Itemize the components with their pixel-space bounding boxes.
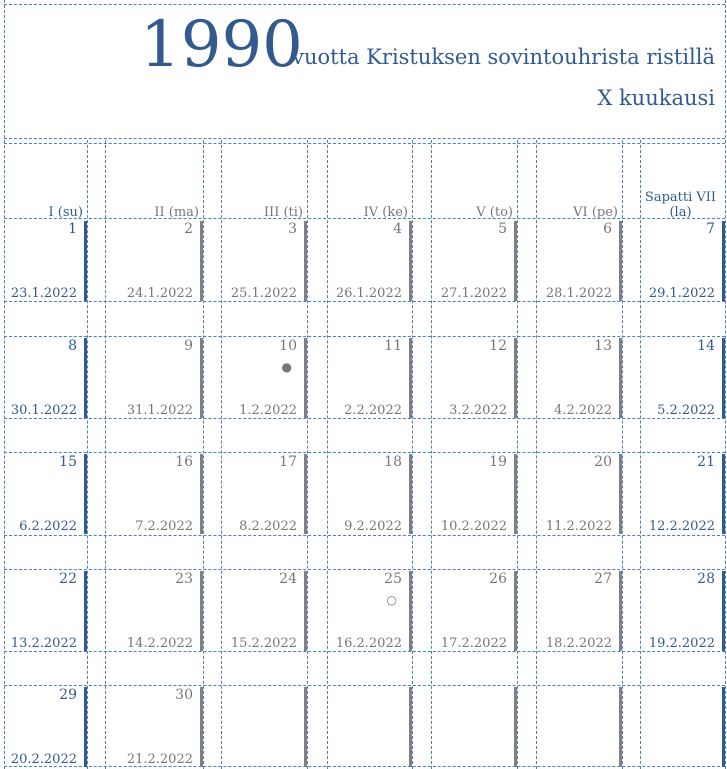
guide-line <box>412 140 413 769</box>
cell-divider <box>409 571 412 651</box>
gregorian-date: 16.2.2022 <box>335 636 402 651</box>
guide-line <box>4 651 725 652</box>
day-number: 25 <box>384 571 402 587</box>
weekday-label: III (ti) <box>263 205 303 220</box>
day-cell <box>105 571 203 651</box>
day-cell <box>640 221 725 301</box>
cell-divider <box>619 338 622 418</box>
guide-line <box>203 140 204 769</box>
cell-divider <box>200 687 203 767</box>
guide-line <box>622 140 623 769</box>
cell-divider <box>84 338 87 418</box>
gregorian-date: 8.2.2022 <box>239 519 297 534</box>
day-cell <box>221 687 307 767</box>
gregorian-date: 6.2.2022 <box>19 519 77 534</box>
gregorian-date: 15.2.2022 <box>230 636 297 651</box>
day-cell <box>431 338 517 418</box>
year-heading: 1990 <box>140 8 303 82</box>
day-cell <box>105 221 203 301</box>
cell-divider <box>304 454 307 534</box>
day-cell <box>640 687 725 767</box>
day-cell <box>327 338 412 418</box>
guide-line <box>4 418 725 419</box>
cell-divider <box>304 687 307 767</box>
day-number: 2 <box>184 221 193 237</box>
weekday-label: IV (ke) <box>363 205 408 220</box>
gregorian-date: 4.2.2022 <box>554 403 612 418</box>
guide-line <box>307 140 308 769</box>
guide-line <box>4 569 725 570</box>
day-cell <box>221 454 307 534</box>
cell-divider <box>200 454 203 534</box>
day-cell <box>4 571 87 651</box>
day-number: 10 <box>279 338 297 354</box>
cell-divider <box>304 338 307 418</box>
day-cell <box>431 571 517 651</box>
day-number: 6 <box>603 221 612 237</box>
cell-divider <box>514 338 517 418</box>
day-cell <box>431 221 517 301</box>
day-cell <box>4 687 87 767</box>
weekday-label: Sapatti VII (la) <box>644 190 717 220</box>
gregorian-date: 29.1.2022 <box>648 286 715 301</box>
cell-divider <box>409 687 412 767</box>
day-cell <box>221 221 307 301</box>
day-number: 26 <box>489 571 507 587</box>
full-moon-icon: ○ <box>386 593 397 607</box>
day-cell <box>536 454 622 534</box>
guide-line <box>4 301 725 302</box>
cell-divider <box>409 454 412 534</box>
gregorian-date: 1.2.2022 <box>239 403 297 418</box>
day-cell <box>105 454 203 534</box>
guide-line <box>4 4 725 5</box>
day-number: 1 <box>68 221 77 237</box>
gregorian-date: 17.2.2022 <box>440 636 507 651</box>
day-number: 22 <box>59 571 77 587</box>
cell-divider <box>304 571 307 651</box>
day-cell <box>221 571 307 651</box>
guide-line <box>87 140 88 769</box>
cell-divider <box>514 454 517 534</box>
gregorian-date: 5.2.2022 <box>657 403 715 418</box>
day-cell <box>640 571 725 651</box>
day-number: 23 <box>175 571 193 587</box>
guide-line <box>725 0 726 769</box>
day-number: 27 <box>594 571 612 587</box>
cell-divider <box>722 687 725 767</box>
day-number: 8 <box>68 338 77 354</box>
cell-divider <box>200 571 203 651</box>
guide-line <box>4 685 725 686</box>
gregorian-date: 14.2.2022 <box>126 636 193 651</box>
day-number: 15 <box>59 454 77 470</box>
day-number: 12 <box>489 338 507 354</box>
day-cell <box>221 338 307 418</box>
day-number: 18 <box>384 454 402 470</box>
cell-divider <box>619 687 622 767</box>
day-cell <box>536 338 622 418</box>
gregorian-date: 27.1.2022 <box>440 286 507 301</box>
cell-divider <box>84 454 87 534</box>
gregorian-date: 25.1.2022 <box>230 286 297 301</box>
cell-divider <box>722 221 725 301</box>
cell-divider <box>200 221 203 301</box>
day-cell <box>327 221 412 301</box>
gregorian-date: 28.1.2022 <box>545 286 612 301</box>
day-cell <box>4 338 87 418</box>
day-cell <box>327 687 412 767</box>
day-cell <box>431 454 517 534</box>
guide-line <box>517 140 518 769</box>
gregorian-date: 12.2.2022 <box>648 519 715 534</box>
day-cell <box>327 571 412 651</box>
cell-divider <box>409 338 412 418</box>
day-cell <box>536 221 622 301</box>
day-cell <box>536 571 622 651</box>
cell-divider <box>514 687 517 767</box>
day-cell <box>4 221 87 301</box>
day-number: 14 <box>697 338 715 354</box>
weekday-label: I (su) <box>48 205 83 220</box>
day-number: 13 <box>594 338 612 354</box>
day-number: 7 <box>706 221 715 237</box>
day-number: 29 <box>59 687 77 703</box>
subtitle: vuotta Kristuksen sovintouhrista ristillä <box>292 45 715 69</box>
gregorian-date: 10.2.2022 <box>440 519 507 534</box>
cell-divider <box>304 221 307 301</box>
weekday-label: II (ma) <box>154 205 199 220</box>
day-number: 19 <box>489 454 507 470</box>
day-number: 24 <box>279 571 297 587</box>
cell-divider <box>722 338 725 418</box>
gregorian-date: 19.2.2022 <box>648 636 715 651</box>
gregorian-date: 26.1.2022 <box>335 286 402 301</box>
cell-divider <box>514 571 517 651</box>
guide-line <box>4 535 725 536</box>
cell-divider <box>84 571 87 651</box>
day-number: 4 <box>393 221 402 237</box>
gregorian-date: 31.1.2022 <box>126 403 193 418</box>
cell-divider <box>722 571 725 651</box>
day-cell <box>327 454 412 534</box>
guide-line <box>4 138 725 139</box>
gregorian-date: 18.2.2022 <box>545 636 612 651</box>
day-number: 30 <box>175 687 193 703</box>
cell-divider <box>619 221 622 301</box>
day-cell <box>640 338 725 418</box>
gregorian-date: 3.2.2022 <box>449 403 507 418</box>
guide-line <box>4 143 725 144</box>
day-number: 21 <box>697 454 715 470</box>
day-number: 16 <box>175 454 193 470</box>
day-cell <box>431 687 517 767</box>
gregorian-date: 30.1.2022 <box>10 403 77 418</box>
gregorian-date: 9.2.2022 <box>344 519 402 534</box>
guide-line <box>4 336 725 337</box>
weekday-label: V (to) <box>476 205 513 220</box>
new-moon-icon: ● <box>281 360 292 374</box>
gregorian-date: 13.2.2022 <box>10 636 77 651</box>
gregorian-date: 23.1.2022 <box>10 286 77 301</box>
gregorian-date: 7.2.2022 <box>135 519 193 534</box>
day-number: 20 <box>594 454 612 470</box>
cell-divider <box>409 221 412 301</box>
cell-divider <box>84 221 87 301</box>
day-number: 5 <box>498 221 507 237</box>
gregorian-date: 20.2.2022 <box>10 752 77 767</box>
day-cell <box>536 687 622 767</box>
day-cell <box>105 338 203 418</box>
day-cell <box>4 454 87 534</box>
cell-divider <box>619 571 622 651</box>
gregorian-date: 21.2.2022 <box>126 752 193 767</box>
day-number: 17 <box>279 454 297 470</box>
gregorian-date: 24.1.2022 <box>126 286 193 301</box>
cell-divider <box>514 221 517 301</box>
day-number: 28 <box>697 571 715 587</box>
month-title: X kuukausi <box>597 86 715 110</box>
day-cell <box>105 687 203 767</box>
cell-divider <box>722 454 725 534</box>
day-cell <box>640 454 725 534</box>
weekday-label: VI (pe) <box>573 205 618 220</box>
cell-divider <box>619 454 622 534</box>
gregorian-date: 2.2.2022 <box>344 403 402 418</box>
day-number: 9 <box>184 338 193 354</box>
guide-line <box>4 452 725 453</box>
gregorian-date: 11.2.2022 <box>545 519 612 534</box>
cell-divider <box>200 338 203 418</box>
day-number: 11 <box>384 338 402 354</box>
cell-divider <box>84 687 87 767</box>
day-number: 3 <box>288 221 297 237</box>
